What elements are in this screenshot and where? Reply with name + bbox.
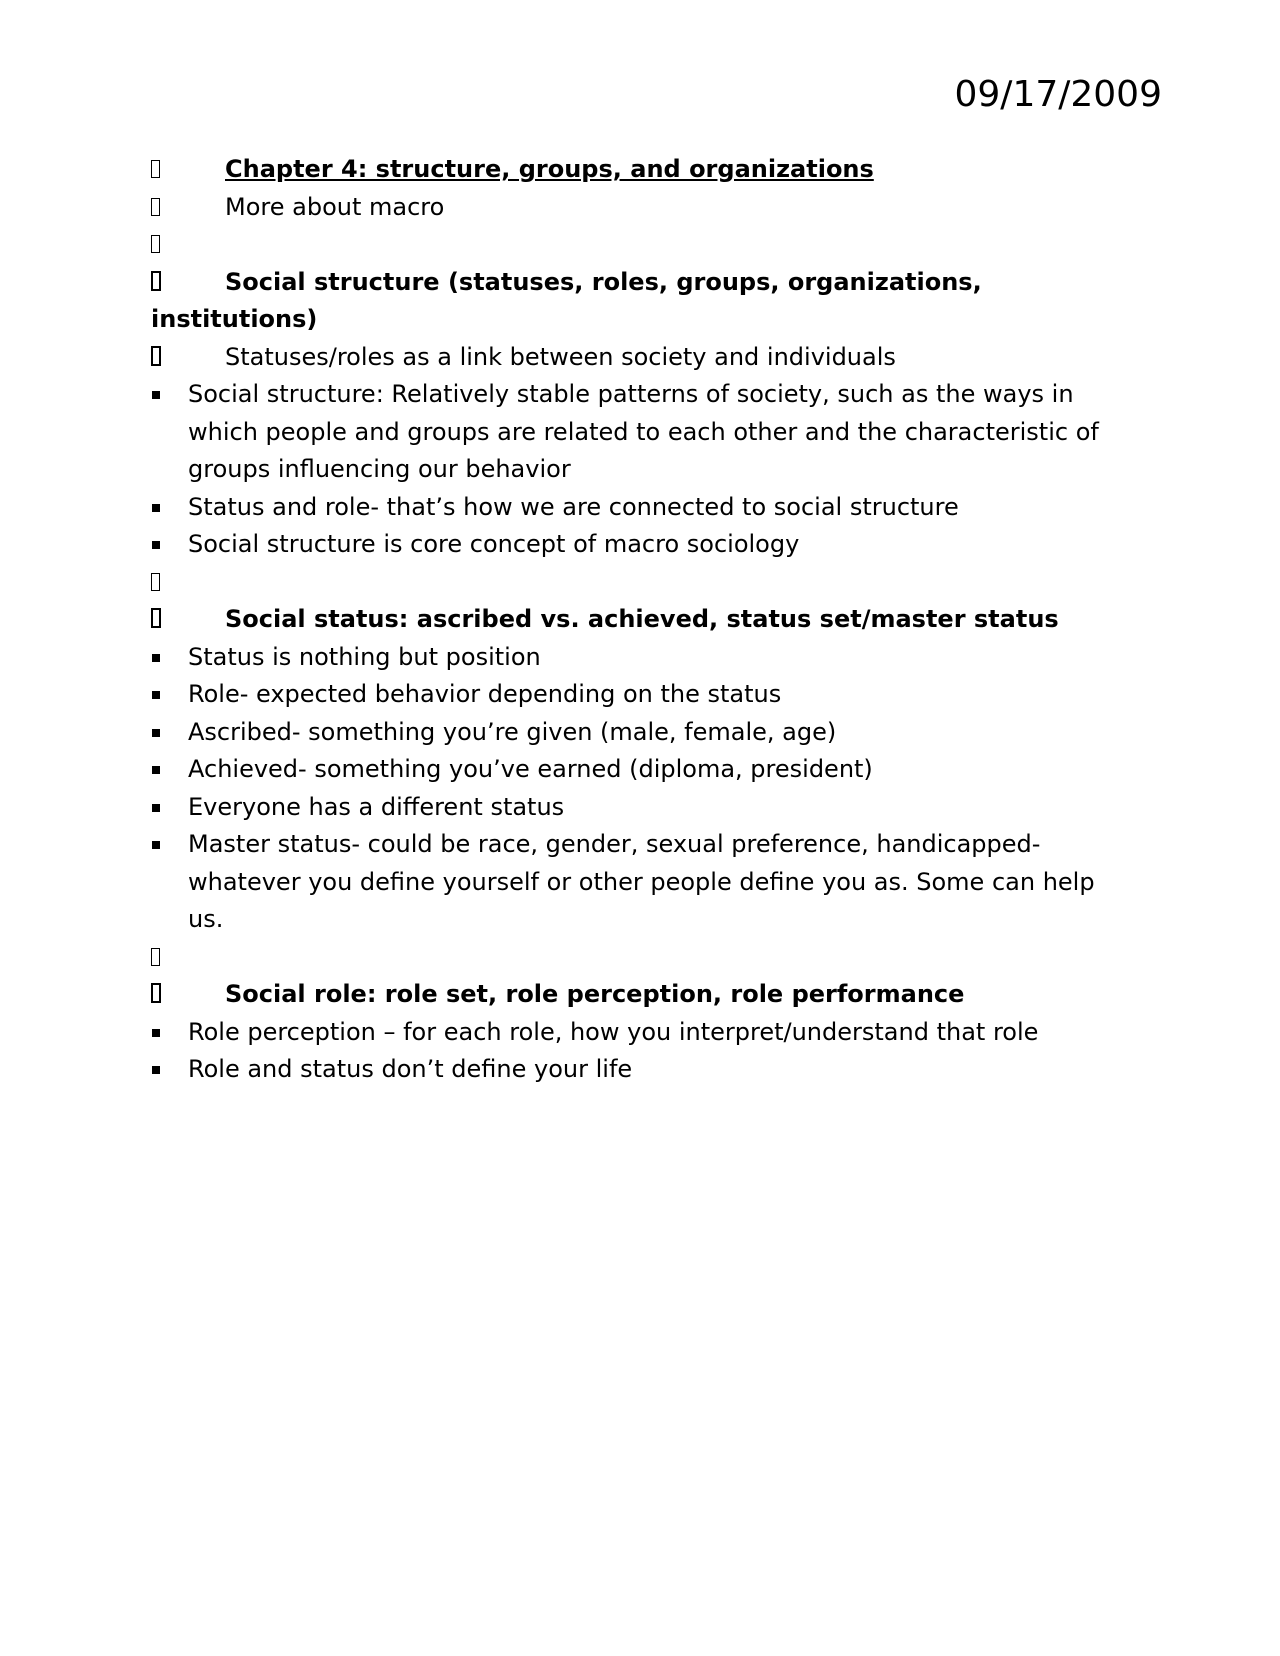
section-heading: Social status: ascribed vs. achieved, status set/master status [225, 605, 1059, 633]
missing-glyph-icon [151, 601, 165, 639]
empty-line [151, 226, 1131, 264]
square-bullet-icon [152, 841, 160, 849]
square-bullet-icon [152, 541, 160, 549]
section-subheading: Statuses/roles as a link between society and individuals [225, 342, 896, 371]
square-bullet-icon [152, 766, 160, 774]
missing-glyph-icon [151, 189, 165, 227]
list-item-text: Social structure: Relatively stable patterns of society, such as the ways in which people and groups are related to each other and the characteristic of groups influencing our behavior [188, 380, 1099, 483]
document-date: 09/17/2009 [954, 74, 1162, 115]
list-item [151, 1051, 1131, 1089]
list-item [151, 826, 1131, 939]
list-item [151, 1014, 1131, 1052]
chapter-title: Chapter 4: structure, groups, and organizations [225, 155, 874, 183]
list-item-text: Role perception – for each role, how you interpret/understand that role [188, 1017, 1039, 1046]
section-heading: Social role: role set, role perception, role performance [225, 980, 965, 1008]
square-bullet-icon [152, 804, 160, 812]
square-bullet-icon [152, 1066, 160, 1074]
square-bullet-icon [152, 391, 160, 399]
list-item [151, 639, 1131, 677]
list-item-text: Social structure is core concept of macro sociology [188, 530, 800, 558]
list-item-text: Achieved- something you’ve earned (diploma, president) [188, 755, 873, 783]
list-item [151, 526, 1131, 564]
missing-glyph-icon [151, 339, 165, 377]
list-item [151, 676, 1131, 714]
list-item-text: Status is nothing but position [188, 642, 541, 671]
list-item [151, 489, 1131, 527]
list-item-text: Everyone has a different status [188, 792, 565, 821]
list-item-text: Role- expected behavior depending on the status [188, 680, 782, 708]
section-heading-line [151, 601, 1131, 639]
section-heading-line [151, 976, 1131, 1014]
missing-glyph-icon [151, 264, 165, 302]
list-item-text: Role and status don’t define your life [188, 1055, 633, 1083]
square-bullet-icon [152, 729, 160, 737]
subtitle-line [151, 189, 1131, 227]
document-body [151, 151, 1131, 1089]
square-bullet-icon [152, 691, 160, 699]
subtitle: More about macro [225, 192, 445, 221]
section-heading: Social structure (statuses, roles, groups, organizations, institutions) [151, 267, 982, 333]
title-line [151, 151, 1131, 189]
empty-line [151, 939, 1131, 977]
list-item-text: Status and role- that’s how we are connected to social structure [188, 492, 959, 521]
list-item [151, 714, 1131, 752]
list-item-text: Ascribed- something you’re given (male, female, age) [188, 717, 837, 746]
square-bullet-icon [152, 654, 160, 662]
empty-line [151, 564, 1131, 602]
list-item-text: Master status- could be race, gender, sexual preference, handicapped- whatever you define yourself or other people define you as. Some can help us. [188, 830, 1095, 933]
missing-glyph-icon [151, 939, 165, 977]
section-heading-line [151, 264, 1131, 339]
square-bullet-icon [152, 1029, 160, 1037]
list-item [151, 376, 1131, 489]
missing-glyph-icon [151, 564, 165, 602]
missing-glyph-icon [151, 151, 165, 189]
list-item [151, 789, 1131, 827]
section-subheading-line [151, 339, 1131, 377]
list-item [151, 751, 1131, 789]
missing-glyph-icon [151, 226, 165, 264]
square-bullet-icon [152, 504, 160, 512]
missing-glyph-icon [151, 976, 165, 1014]
